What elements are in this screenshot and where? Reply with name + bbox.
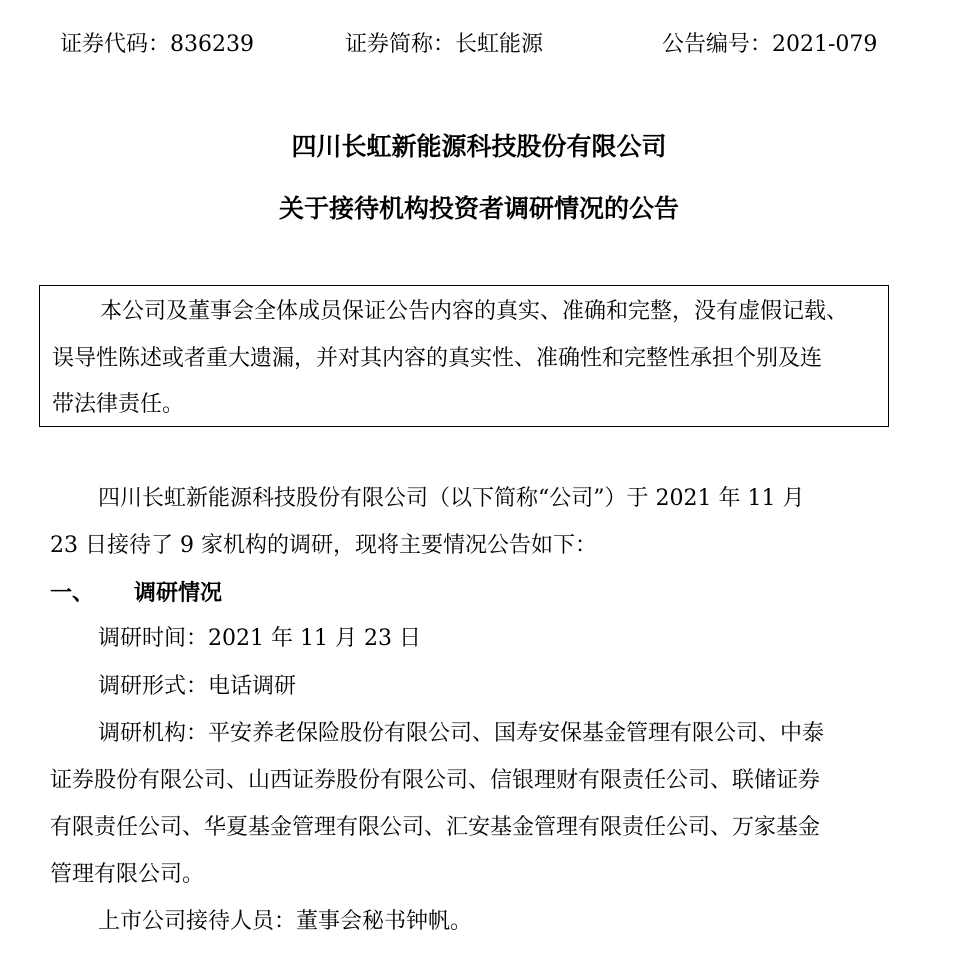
announcement-title: 关于接待机构投资者调研情况的公告 (278, 194, 679, 223)
intro-line: 四川长虹新能源科技股份有限公司（以下简称“公司”）于 2021 年 11 月 (98, 486, 805, 511)
disclaimer-box (39, 285, 889, 427)
survey-form: 调研形式：电话调研 (98, 674, 297, 699)
company-title: 四川长虹新能源科技股份有限公司 (291, 132, 667, 161)
survey-time: 调研时间：2021 年 11 月 23 日 (98, 626, 421, 651)
institutions-line: 调研机构：平安养老保险股份有限公司、国寿安保基金管理有限公司、中泰 (98, 721, 825, 746)
institutions-line: 证券股份有限公司、山西证券股份有限公司、信银理财有限责任公司、联储证券 (50, 768, 821, 793)
section-title: 调研情况 (134, 580, 223, 606)
institutions-line: 有限责任公司、华夏基金管理有限公司、汇安基金管理有限责任公司、万家基金 (50, 815, 821, 840)
reception-staff: 上市公司接待人员：董事会秘书钟帆。 (98, 909, 473, 934)
announcement-header (0, 28, 958, 62)
section-number: 一、 (50, 580, 95, 606)
disclaimer-line: 带法律责任。 (52, 392, 185, 417)
intro-line: 23 日接待了 9 家机构的调研，现将主要情况公告如下： (50, 533, 597, 558)
stock-code: 证券代码：836239 (60, 32, 254, 57)
stock-abbreviation: 证券简称：长虹能源 (345, 32, 544, 57)
disclaimer-line: 本公司及董事会全体成员保证公告内容的真实、准确和完整，没有虚假记载、 (100, 299, 849, 324)
institutions-line: 管理有限公司。 (50, 862, 205, 887)
announcement-number: 公告编号：2021-079 (662, 32, 878, 57)
disclaimer-line: 误导性陈述或者重大遗漏，并对其内容的真实性、准确性和完整性承担个别及连 (52, 346, 823, 371)
